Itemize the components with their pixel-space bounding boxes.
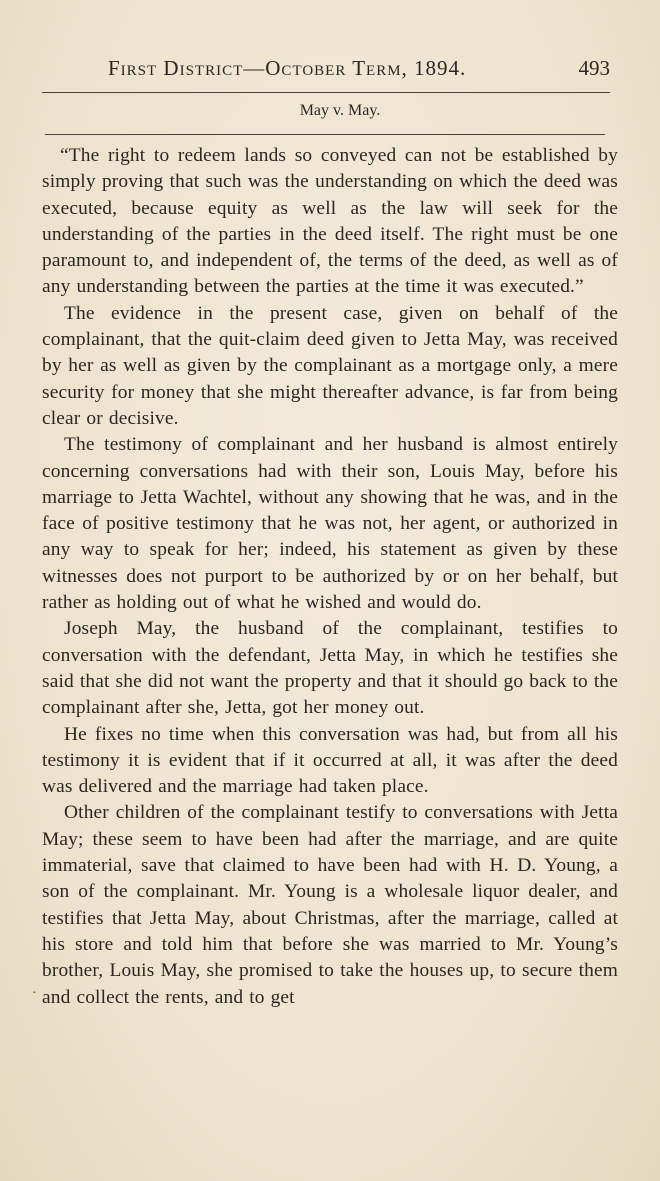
header-rule-top (42, 92, 610, 93)
margin-mark: · (32, 986, 37, 1001)
body-text (42, 143, 618, 1011)
paragraph-quote: “The right to redeem lands so conveyed can not be established by simply proving that such was the understanding on which the deed was executed, because equity as well as the law will seek for the understanding of the parties in the deed itself. The right must be one paramount to, and independent of, the terms of the deed, as well as of any understanding between the parties at the time it was executed.” (42, 145, 618, 298)
paragraph-no-time: He fixes no time when this conversation was had, but from all his testimony it is evident that if it occurred at all, it was after the deed was delivered and the marriage had taken place. (42, 723, 618, 798)
header-rule-bottom (45, 134, 605, 135)
paragraph-other-children: Other children of the complainant testify to conversations with Jetta May; these seem to have been had after the marriage, and are quite immaterial, save that claimed to have been had with H. D. Young, a son of the complainant. Mr. Young is a wholesale liquor dealer, and testifies that Jetta May, about Christmas, after the marriage, called at his store and told him that before she was married to Mr. Young’s brother, Louis May, she promised to take the houses up, to secure them and collect the rents, and to get (42, 802, 618, 1008)
paragraph-joseph-may: Joseph May, the husband of the complainant, testifies to conversation with the defendant, Jetta May, in which he testifies she said that she did not want the property and that it should go back to the complainant after she, Jetta, got her money out. (42, 618, 618, 719)
paragraph-evidence: The evidence in the present case, given on behalf of the complainant, that the quit-claim deed given to Jetta May, was received by her as well as given by the complainant as a mortgage only, a mere security for money that she might thereafter advance, is far from being clear or decisive. (42, 302, 618, 429)
running-head (108, 56, 610, 88)
case-title: May v. May. (299, 102, 381, 119)
page-number: 493 (578, 56, 610, 80)
paragraph-testimony: The testimony of complainant and her husband is almost entirely concerning conversations had with their son, Louis May, before his marriage to Jetta Wachtel, without any showing that he was, and in the face of positive testimony that he was not, her agent, or authorized in any way to speak for her; indeed, his statement as given by these witnesses does not purport to be authorized by or on her behalf, but rather as holding out of what he wished and would do. (42, 434, 618, 614)
running-title: First District—October Term, 1894. (108, 56, 467, 80)
